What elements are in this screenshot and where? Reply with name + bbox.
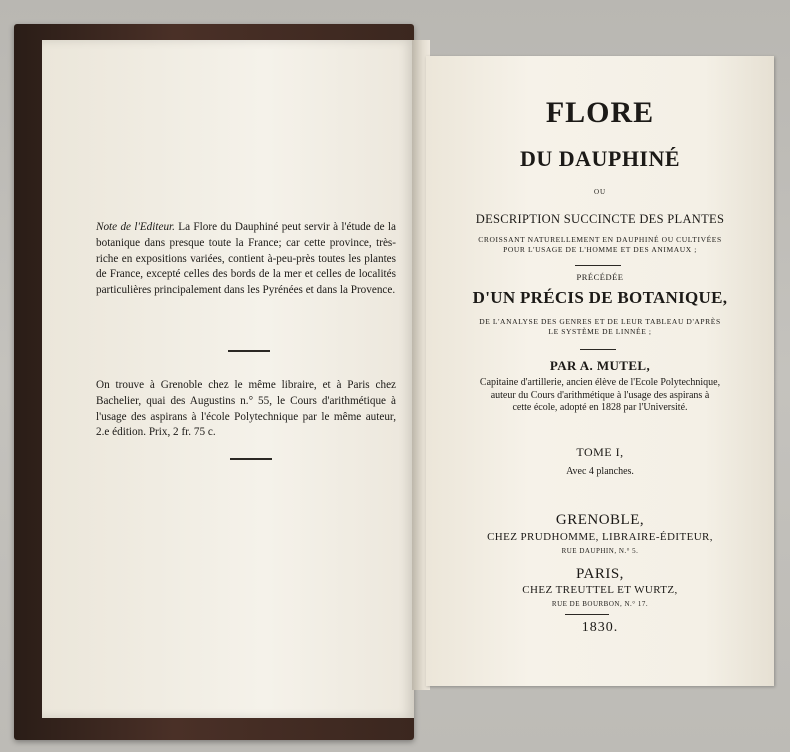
credentials-line-3: cette école, adopté en 1828 par l'Université. — [512, 402, 688, 413]
analyse-lines — [426, 317, 774, 337]
croissant-line-2: POUR L'USAGE DE L'HOMME ET DES ANIMAUX ; — [503, 245, 697, 254]
credentials-line-1: Capitaine d'artillerie, ancien élève de l'Ecole Polytechnique, — [479, 377, 721, 388]
divider-rule — [575, 265, 621, 266]
volume-line: TOME I, — [576, 445, 624, 459]
divider-rule — [230, 458, 272, 460]
editor-note — [96, 220, 396, 299]
precedee-line: PRÉCÉDÉE — [576, 272, 624, 282]
editor-note-text: La Flore du Dauphiné peut servir à l'étude de la botanique dans presque toute la France; car cette province, très-riche en expositions variées, contient à-peu-près toutes les plantes de France, excepté celles des bords de la mer et celles de localités particulières principalement dans les Pyrénées et dans la Provence. — [96, 221, 397, 297]
book-title: FLORE — [545, 96, 655, 129]
conjunction-ou: OU — [593, 188, 607, 196]
address-paris: RUE DE BOURBON, N.° 17. — [551, 600, 649, 608]
precis-line: D'UN PRÉCIS DE BOTANIQUE, — [472, 288, 728, 307]
bookseller-note: On trouve à Grenoble chez le même libraire, et à Paris chez Bachelier, quai des Augustins n.° 55, le Cours d'arithmétique à l'usage des aspirans à l'école Polytechnique par le même auteur, 2.e édition. Prix, 2 fr. 75 c. — [96, 379, 396, 439]
city-paris: PARIS, — [576, 566, 624, 582]
croissant-lines — [426, 235, 774, 255]
divider-rule — [580, 349, 616, 350]
publication-year: 1830. — [581, 620, 619, 635]
description-line: DESCRIPTION SUCCINCTE DES PLANTES — [475, 212, 725, 226]
plates-line: Avec 4 planches. — [566, 466, 634, 477]
croissant-line-1: CROISSANT NATURELLEMENT EN DAUPHINÉ OU CULTIVÉES — [478, 235, 722, 244]
divider-rule — [565, 614, 609, 615]
divider-rule — [228, 350, 270, 352]
analyse-line-2: LE SYSTÈME DE LINNÉE ; — [548, 327, 652, 336]
author-credentials — [426, 377, 774, 415]
author-line: PAR A. MUTEL, — [549, 358, 651, 373]
analyse-line-1: DE L'ANALYSE DES GENRES ET DE LEUR TABLEAU D'APRÈS — [479, 317, 721, 326]
address-grenoble: RUE DAUPHIN, N.° 5. — [561, 547, 639, 555]
editor-note-label: Note de l'Editeur. — [96, 221, 175, 233]
publisher-grenoble: CHEZ PRUDHOMME, LIBRAIRE-ÉDITEUR, — [487, 531, 713, 543]
credentials-line-2: auteur du Cours d'arithmétique à l'usage des aspirans à — [490, 389, 710, 401]
city-grenoble: GRENOBLE, — [555, 512, 645, 528]
publisher-paris: CHEZ TREUTTEL ET WURTZ, — [522, 584, 678, 596]
book-subtitle: DU DAUPHINÉ — [519, 146, 681, 171]
